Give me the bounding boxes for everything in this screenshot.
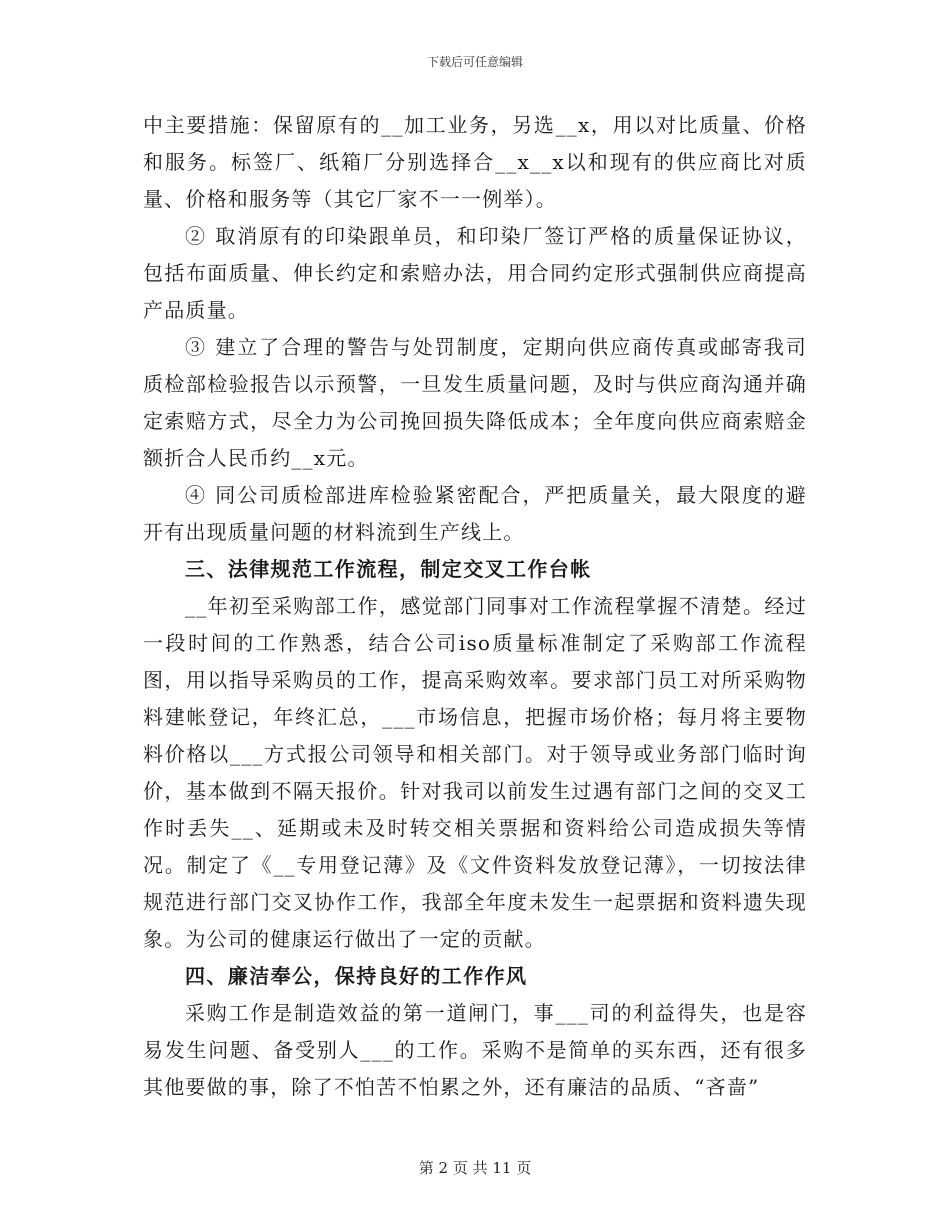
paragraph-measures: 中主要措施：保留原有的__加工业务，另选__x，用以对比质量、价格和服务。标签厂、纸箱厂分别选择合__x__x以和现有的供应商比对质量、价格和服务等（其它厂家不一一例举）。 (143, 113, 807, 211)
paragraph-workflow: __年初至采购部工作，感觉部门同事对工作流程掌握不清楚。经过一段时间的工作熟悉，结合公司iso质量标准制定了采购部工作流程图，用以指导采购员的工作，提高采购效率。要求部门员工对所采购物料建帐登记，年终汇总，___市场信息，把握市场价格；每月将主要物料价格以___方式报公司领导和相关部门。对于领导或业务部门临时询价，基本做到不隔天报价。针对我司以前发生过遇有部门之间的交叉工作时丢失__、延期或未及时转交相关票据和资料给公司造成损失等情况。制定了《__专用登记薄》及《文件资料发放登记薄》，一切按法律规范进行部门交叉协作工作，我部全年度未发生一起票据和资料遗失现象。为公司的健康运行做出了一定的贡献。 (143, 594, 807, 951)
page-footer: 第 2 页 共 11 页 (418, 1159, 532, 1177)
paragraph-item-4: ④ 同公司质检部进库检验紧密配合，严把质量关，最大限度的避开有出现质量问题的材料流到生产线上。 (143, 483, 807, 544)
document-body (143, 107, 807, 1106)
section-heading-3: 三、法律规范工作流程，制定交叉工作台帐 (185, 557, 592, 581)
page-header: 下载后可任意编辑 (426, 55, 523, 69)
section-heading-4: 四、廉洁奉公，保持良好的工作作风 (185, 964, 528, 988)
paragraph-item-3: ③ 建立了合理的警告与处罚制度，定期向供应商传真或邮寄我司质检部检验报告以示预警，一旦发生质量问题，及时与供应商沟通并确定索赔方式，尽全力为公司挽回损失降低成本；全年度向供应商索赔金额折合人民币约__x元。 (143, 335, 807, 470)
paragraph-item-2: ② 取消原有的印染跟单员，和印染厂签订严格的质量保证协议，包括布面质量、伸长约定和索赔办法，用合同约定形式强制供应商提高产品质量。 (143, 224, 807, 322)
paragraph-integrity: 采购工作是制造效益的第一道闸门，事___司的利益得失，也是容易发生问题、备受别人___的工作。采购不是简单的买东西，还有很多其他要做的事，除了不怕苦不怕累之外，还有廉洁的品质、“吝啬” (143, 1001, 807, 1099)
